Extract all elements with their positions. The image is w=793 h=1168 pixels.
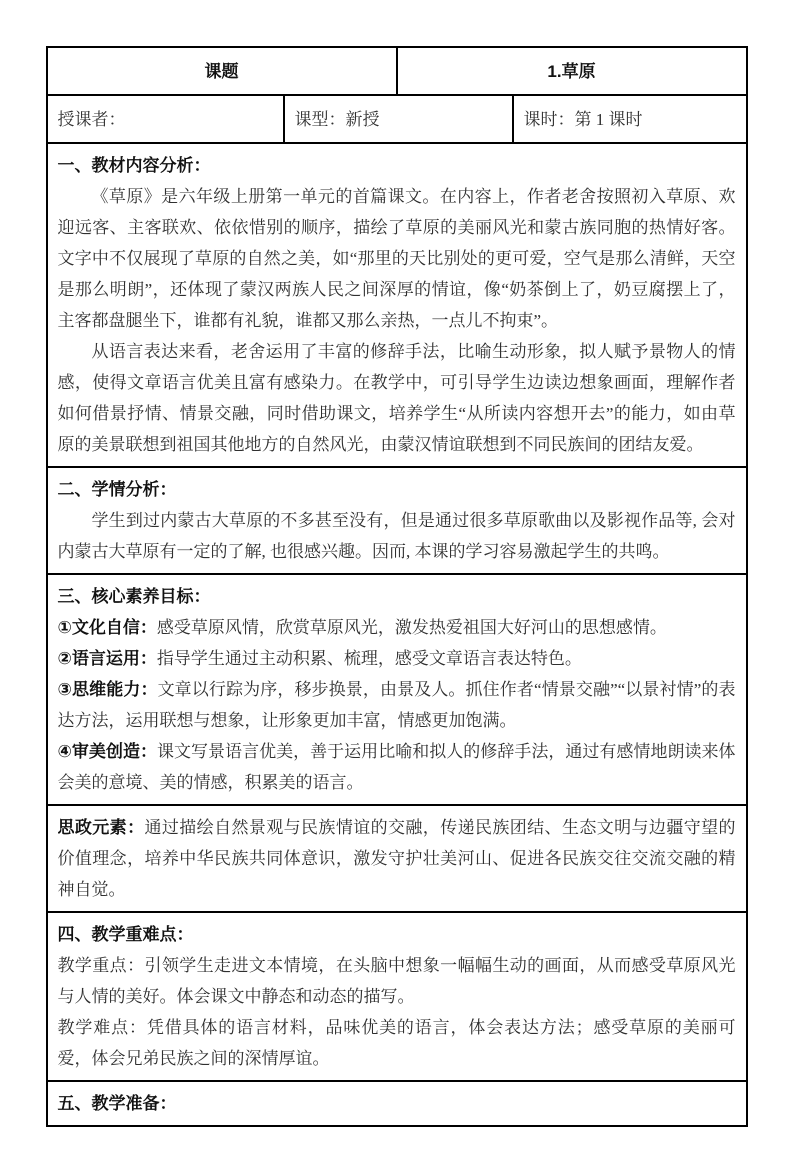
paragraph: 从语言表达来看，老舍运用了丰富的修辞手法，比喻生动形象，拟人赋予景物人的情感，使得文章语言优美且富有感染力。在教学中，可引导学生边读边想象画面，理解作者如何借景抒情、情景交融，同时借助课文，培养学生“从所读内容想开去”的能力，如由草原的美景联想到祖国其他地方的自然风光，由蒙汉情谊联想到不同民族间的团结友爱。 bbox=[57, 342, 736, 454]
item-text: 指导学生通过主动积累、梳理，感受文章语言表达特色。 bbox=[156, 649, 582, 668]
instructor-cell: 授课者： bbox=[47, 95, 284, 143]
learner-analysis-cell bbox=[47, 467, 747, 574]
item-label: ②语言运用： bbox=[57, 649, 157, 668]
section-title: 一、教材内容分析： bbox=[57, 156, 211, 175]
section-core-competency bbox=[47, 574, 747, 805]
course-type-cell: 课型：新授 bbox=[284, 95, 513, 143]
topic-label-cell: 课题 bbox=[47, 47, 397, 95]
paragraph: 教学重点：引领学生走进文本情境，在头脑中想象一幅幅生动的画面，从而感受草原风光与人情的美好。体会课文中静态和动态的描写。 bbox=[57, 956, 736, 1006]
teaching-preparation-cell bbox=[47, 1081, 747, 1126]
item-text: 通过描绘自然景观与民族情谊的交融，传递民族团结、生态文明与边疆守望的价值理念，培养中华民族共同体意识，激发守护壮美河山、促进各民族交往交流交融的精神自觉。 bbox=[57, 818, 736, 899]
core-competency-cell bbox=[47, 574, 747, 805]
section-key-difficult-points bbox=[47, 912, 747, 1081]
key-difficult-points-cell bbox=[47, 912, 747, 1081]
item-label: ①文化自信： bbox=[57, 618, 157, 637]
lesson-plan-document bbox=[0, 46, 793, 1168]
paragraph: 教学难点：凭借具体的语言材料，品味优美的语言，体会表达方法；感受草原的美丽可爱，体会兄弟民族之间的深情厚谊。 bbox=[57, 1018, 736, 1068]
competency-item bbox=[58, 674, 736, 736]
section-title: 三、核心素养目标： bbox=[57, 587, 211, 606]
topic-title-cell: 1.草原 bbox=[397, 47, 747, 95]
section-teaching-preparation bbox=[47, 1081, 747, 1126]
ideological-paragraph bbox=[58, 812, 736, 905]
lesson-plan-table bbox=[46, 46, 748, 1127]
item-label: ④审美创造： bbox=[57, 742, 157, 761]
competency-item bbox=[58, 736, 736, 798]
class-period-cell: 课时：第 1 课时 bbox=[513, 95, 747, 143]
material-analysis-cell bbox=[47, 143, 747, 467]
section-learner-analysis bbox=[47, 467, 747, 574]
item-text: 课文写景语言优美，善于运用比喻和拟人的修辞手法，通过有感情地朗读来体会美的意境、美的情感，积累美的语言。 bbox=[57, 742, 736, 792]
ideological-elements-cell bbox=[47, 805, 747, 912]
item-label: ③思维能力： bbox=[57, 680, 158, 699]
topic-row bbox=[47, 47, 747, 95]
paragraph: 《草原》是六年级上册第一单元的首篇课文。在内容上，作者老舍按照初入草原、欢迎远客、主客联欢、依依惜别的顺序，描绘了草原的美丽风光和蒙古族同胞的热情好客。文字中不仅展现了草原的自然之美，如“那里的天比别处的更可爱，空气是那么清鲜，天空是那么明朗”，还体现了蒙汉两族人民之间深厚的情谊，像“奶茶倒上了，奶豆腐摆上了，主客都盘腿坐下，谁都有礼貌，谁都又那么亲热，一点儿不拘束”。 bbox=[57, 187, 736, 330]
competency-item bbox=[58, 643, 736, 674]
section-material-analysis bbox=[47, 143, 747, 467]
section-title: 二、学情分析： bbox=[57, 480, 177, 499]
item-text: 感受草原风情，欣赏草原风光，激发热爱祖国大好河山的思想感情。 bbox=[156, 618, 667, 637]
meta-row bbox=[47, 95, 747, 143]
section-ideological-elements bbox=[47, 805, 747, 912]
section-title: 五、教学准备： bbox=[57, 1094, 177, 1113]
paragraph: 学生到过内蒙古大草原的不多甚至没有，但是通过很多草原歌曲以及影视作品等, 会对内蒙古大草原有一定的了解, 也很感兴趣。因而, 本课的学习容易激起学生的共鸣。 bbox=[57, 511, 736, 561]
item-label: 思政元素： bbox=[57, 818, 145, 837]
section-title: 四、教学重难点： bbox=[57, 925, 194, 944]
item-text: 文章以行踪为序，移步换景，由景及人。抓住作者“情景交融”“以景衬情”的表达方法，运用联想与想象，让形象更加丰富，情感更加饱满。 bbox=[57, 680, 736, 730]
competency-item bbox=[58, 612, 736, 643]
